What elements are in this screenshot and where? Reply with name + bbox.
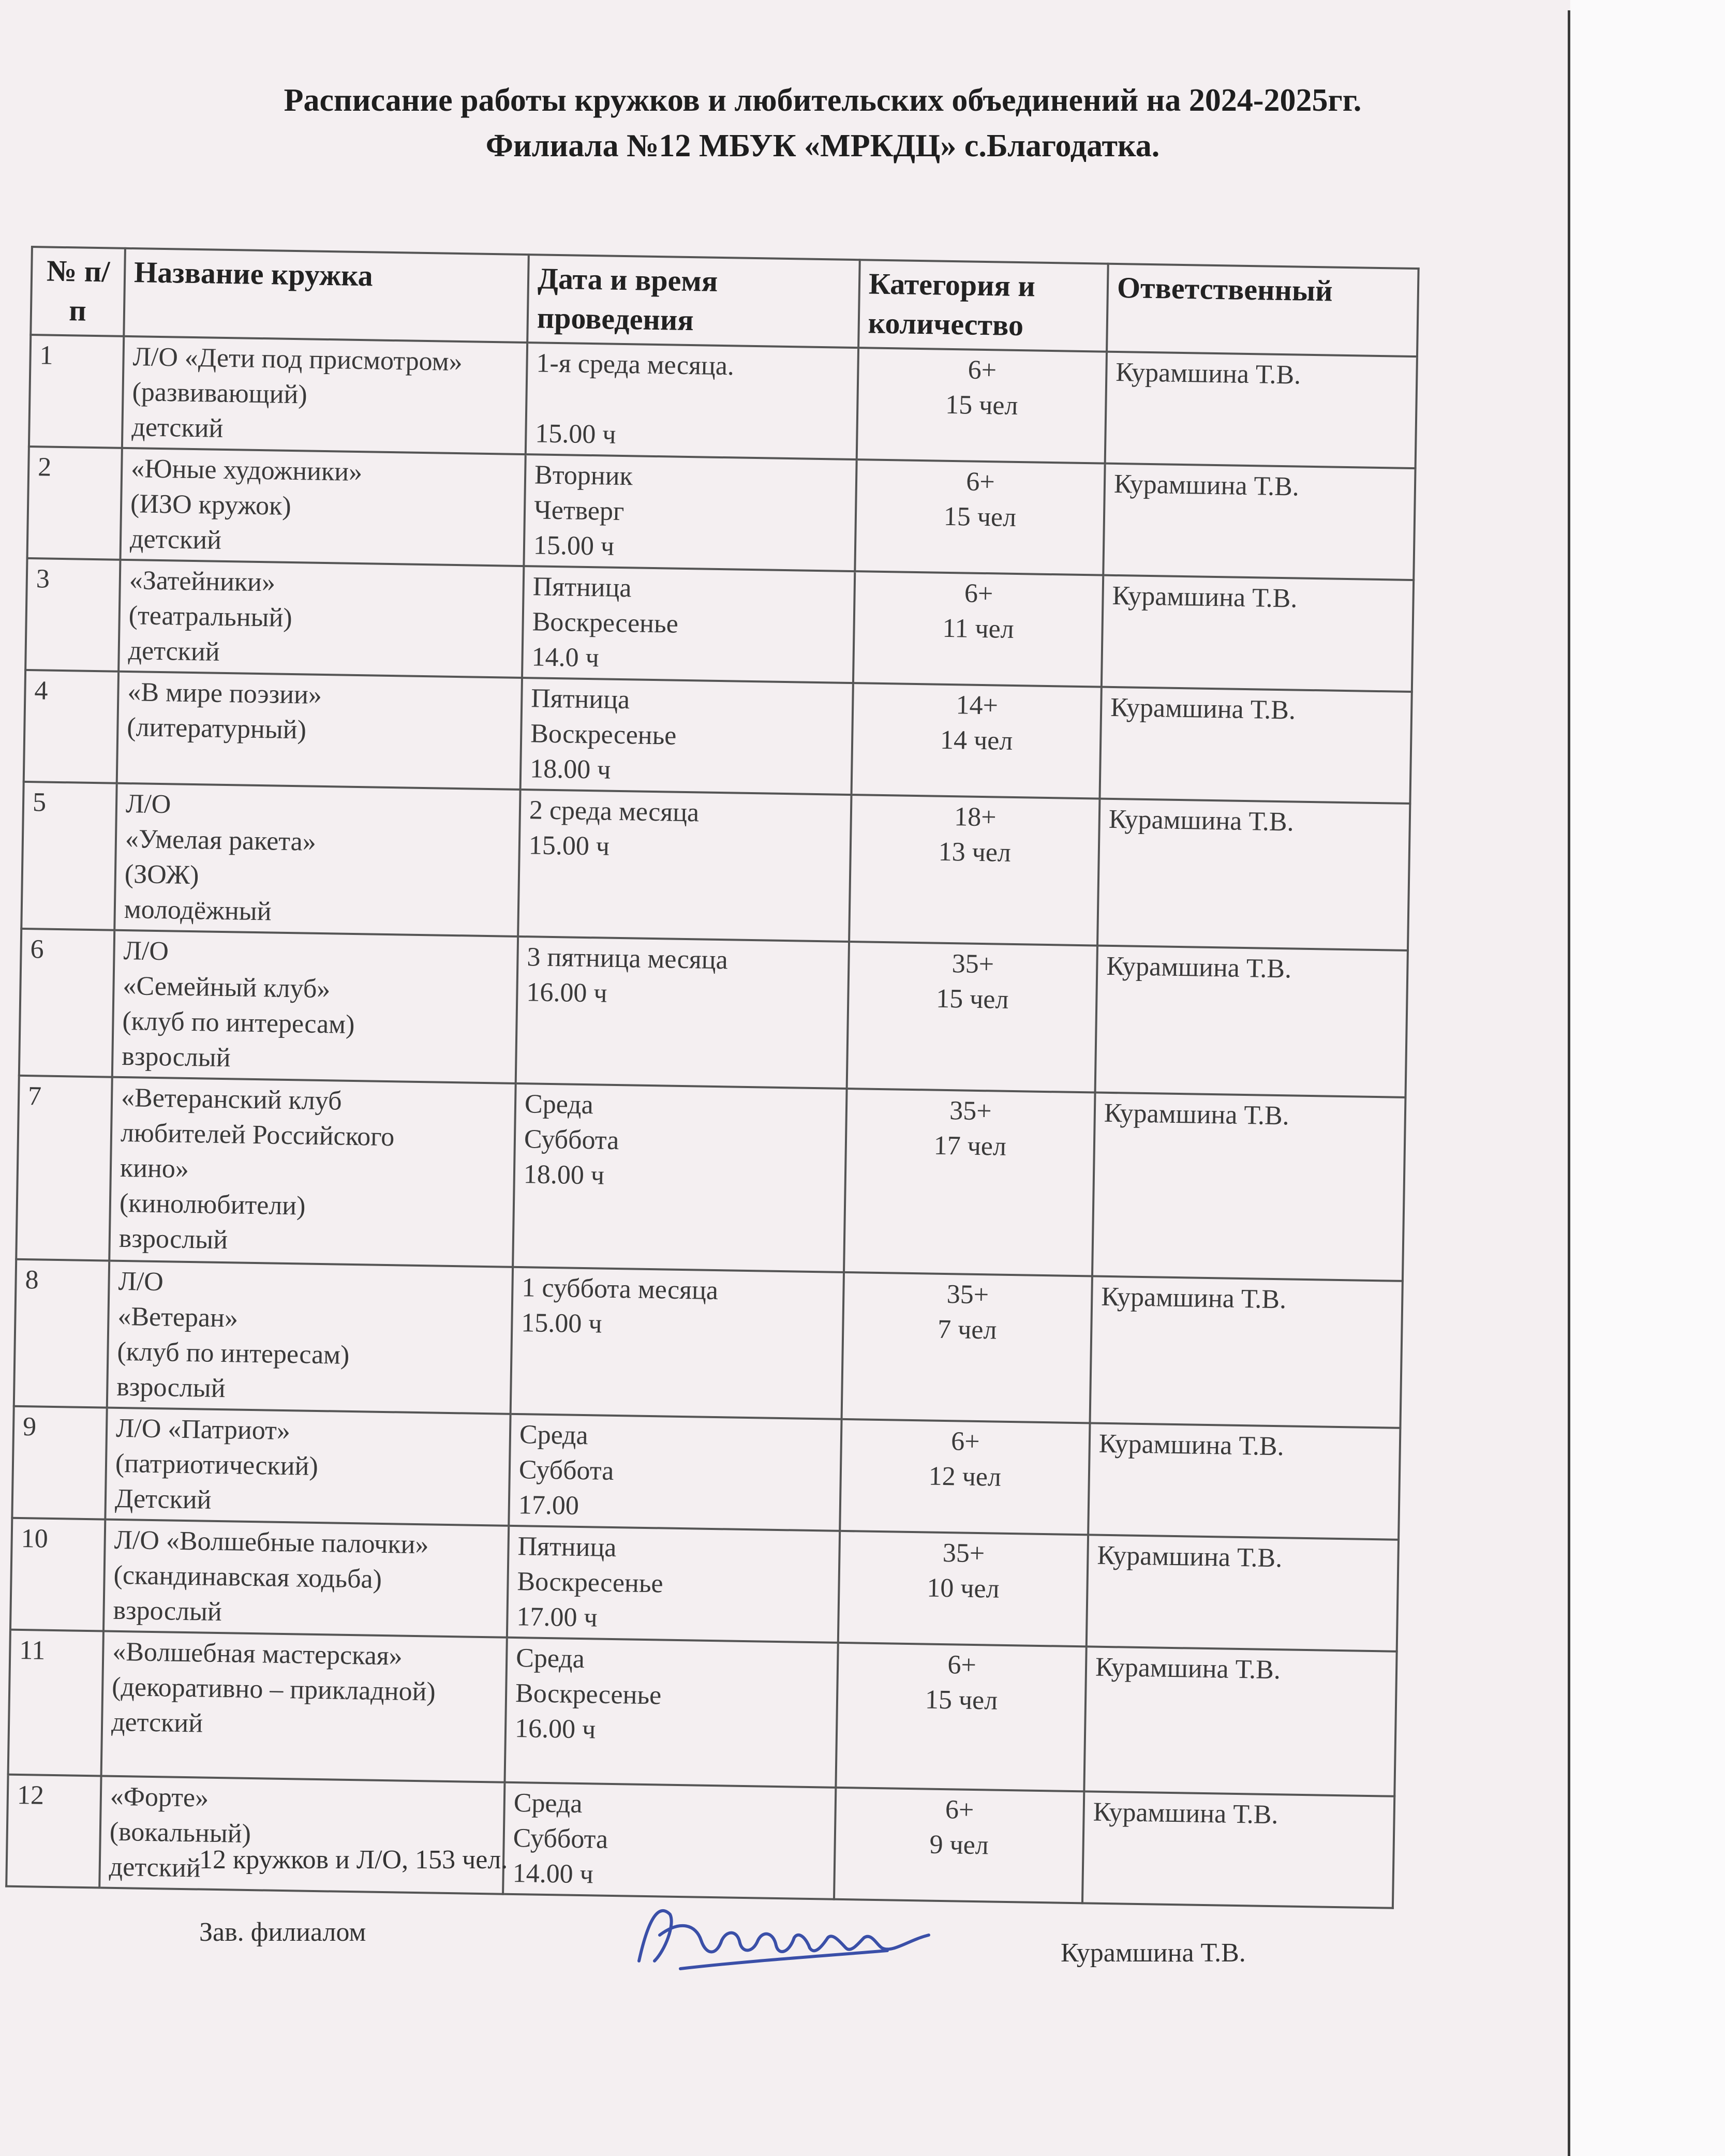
signer-name: Курамшина Т.В. — [1061, 1938, 1246, 1968]
age-category-count: 6+ 12 чел — [840, 1419, 1090, 1535]
schedule-time: Среда Суббота 17.00 — [509, 1414, 841, 1531]
age-category-count: 6+ 15 чел — [855, 459, 1105, 575]
club-name: «Ветеранский клуб любителей Российского кино» (кинолюбители) взрослый — [109, 1077, 515, 1267]
page-margin — [1570, 0, 1725, 2156]
table-row — [29, 335, 1417, 468]
header-schedule: Дата и время проведения — [527, 255, 860, 348]
row-number: 1 — [29, 335, 124, 448]
header-responsible: Ответственный — [1107, 264, 1419, 356]
table-row — [25, 558, 1414, 692]
schedule-time: 1-я среда месяца. 15.00 ч — [526, 343, 858, 459]
table-row — [14, 1259, 1403, 1428]
responsible-person: Курамшина Т.В. — [1095, 946, 1408, 1097]
club-name: Л/О «Семейный клуб» (клуб по интересам) взрослый — [112, 930, 518, 1083]
table-row — [19, 929, 1408, 1097]
schedule-table — [5, 246, 1420, 1909]
age-category-count: 35+ 17 чел — [844, 1089, 1095, 1276]
schedule-time: Среда Суббота 18.00 ч — [513, 1083, 846, 1272]
responsible-person: Курамшина Т.В. — [1097, 799, 1410, 950]
row-number: 3 — [25, 558, 120, 672]
schedule-time: Среда Суббота 14.00 ч — [503, 1782, 836, 1899]
page-edge — [1568, 10, 1570, 2156]
club-name: «Форте» (вокальный) детский — [99, 1776, 504, 1894]
club-name: «Юные художники» (ИЗО кружок) детский — [120, 448, 525, 566]
row-number: 10 — [10, 1518, 105, 1631]
club-name: Л/О «Дети под присмотром» (развивающий) детский — [122, 336, 527, 454]
head-title-label: Зав. филиалом — [199, 1917, 366, 1947]
club-name: Л/О «Умелая ракета» (ЗОЖ) молодёжный — [114, 783, 520, 936]
row-number: 12 — [6, 1775, 101, 1888]
table-row — [10, 1518, 1399, 1652]
responsible-person: Курамшина Т.В. — [1102, 575, 1414, 692]
age-category-count: 14+ 14 чел — [852, 683, 1102, 799]
row-number: 2 — [27, 447, 122, 560]
age-category-count: 18+ 13 чел — [849, 795, 1099, 946]
age-category-count: 6+ 11 чел — [853, 571, 1103, 687]
age-category-count: 35+ 10 чел — [838, 1531, 1088, 1647]
table-row — [8, 1630, 1397, 1796]
club-name: «Волшебная мастерская» (декоративно – прикладной) детский — [101, 1631, 507, 1782]
responsible-person: Курамшина Т.В. — [1099, 687, 1411, 804]
table-row — [21, 782, 1410, 950]
table-row — [12, 1406, 1400, 1540]
row-number: 7 — [16, 1076, 112, 1261]
club-name: Л/О «Волшебные палочки» (скандинавская ходьба) взрослый — [103, 1520, 509, 1638]
schedule-time: 2 среда месяца 15.00 ч — [518, 790, 851, 942]
club-name: «В мире поэзии» (литературный) — [117, 672, 522, 790]
club-name: Л/О «Патриот» (патриотический) Детский — [105, 1408, 510, 1526]
row-number: 9 — [12, 1406, 107, 1520]
club-name: Л/О «Ветеран» (клуб по интересам) взрослый — [107, 1261, 513, 1414]
schedule-time: Пятница Воскресенье 14.0 ч — [522, 566, 855, 683]
age-category-count: 6+ 9 чел — [834, 1788, 1084, 1904]
header-category: Категория и количество — [858, 260, 1108, 352]
age-category-count: 35+ 7 чел — [842, 1272, 1092, 1423]
row-number: 11 — [8, 1630, 103, 1776]
row-number: 8 — [14, 1259, 109, 1408]
schedule-time: Пятница Воскресенье 18.00 ч — [521, 678, 853, 795]
schedule-time: Пятница Воскресенье 17.00 ч — [507, 1526, 840, 1643]
responsible-person: Курамшина Т.В. — [1084, 1646, 1396, 1796]
table-row — [24, 670, 1412, 804]
age-category-count: 6+ 15 чел — [857, 348, 1107, 464]
responsible-person: Курамшина Т.В. — [1082, 1791, 1394, 1908]
responsible-person: Курамшина Т.В. — [1087, 1535, 1399, 1651]
table-row — [16, 1076, 1405, 1281]
responsible-person: Курамшина Т.В. — [1090, 1276, 1403, 1428]
responsible-person: Курамшина Т.В. — [1092, 1093, 1406, 1281]
responsible-person: Курамшина Т.В. — [1103, 464, 1415, 580]
row-number: 5 — [21, 782, 116, 930]
age-category-count: 35+ 15 чел — [847, 942, 1097, 1093]
schedule-time: Вторник Четверг 15.00 ч — [524, 454, 856, 571]
row-number: 6 — [19, 929, 114, 1077]
age-category-count: 6+ 15 чел — [836, 1643, 1086, 1792]
document-title: Расписание работы кружков и любительских объединений на 2024-2025гг. Филиала №12 МБУК «МРКДЦ» с.Благодатка. — [284, 83, 1362, 163]
row-number: 4 — [24, 670, 118, 783]
summary-total: 12 кружков и Л/О, 153 чел. — [199, 1845, 508, 1875]
signature-image — [618, 1883, 949, 1987]
schedule-time: 3 пятница месяца 16.00 ч — [516, 936, 849, 1089]
schedule-time: Среда Воскресенье 16.00 ч — [504, 1638, 838, 1788]
table-row — [27, 447, 1416, 580]
header-num: № п/п — [31, 247, 125, 336]
schedule-time: 1 суббота месяца 15.00 ч — [511, 1267, 844, 1419]
responsible-person: Курамшина Т.В. — [1105, 352, 1417, 468]
responsible-person: Курамшина Т.В. — [1088, 1423, 1400, 1539]
club-name: «Затейники» (театральный) детский — [118, 560, 524, 678]
header-name: Название кружка — [124, 248, 529, 343]
